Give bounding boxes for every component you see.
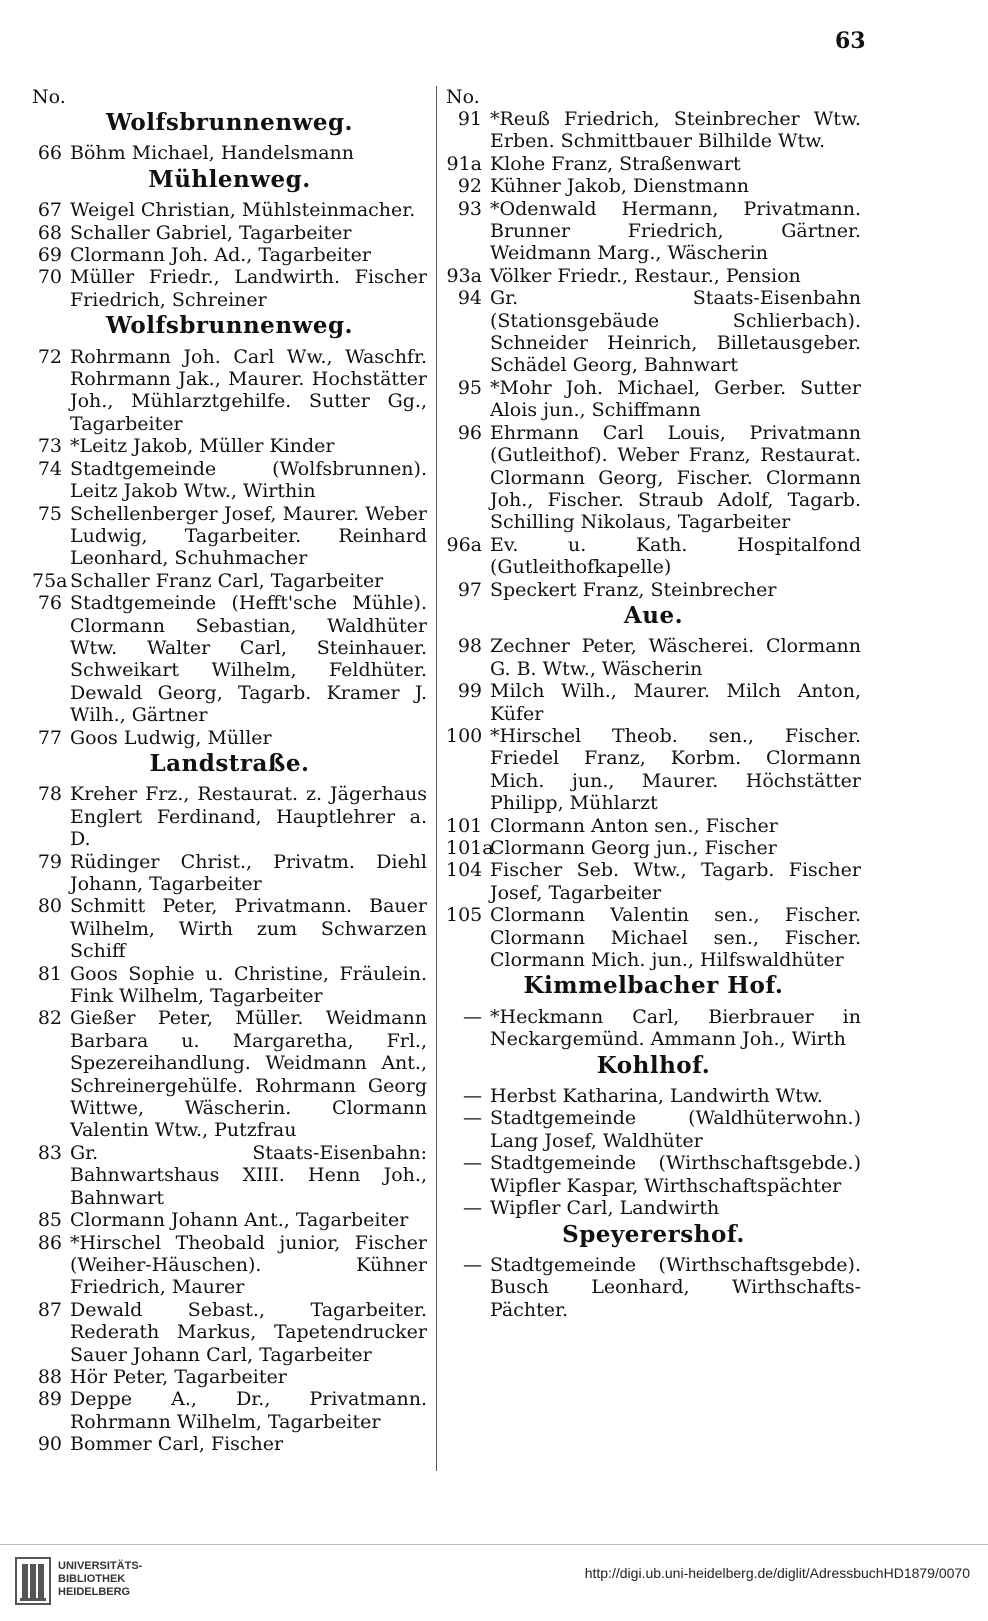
resident-text: *Hirschel Theobald junior, Fischer (Weiher-Häuschen). Kühner Friedrich, Maurer xyxy=(70,1231,427,1299)
house-number: — xyxy=(463,1253,482,1276)
directory-entry xyxy=(32,1433,427,1455)
resident-text: Schaller Gabriel, Tagarbeiter xyxy=(70,221,352,244)
resident-text: Clormann Joh. Ad., Tagarbeiter xyxy=(70,244,371,267)
resident-text: Gr. Staats-Eisenbahn (Stationsgebäude Schlierbach). Schneider Heinrich, Billetausgeber. Schädel Georg, Bahnwart xyxy=(490,287,861,377)
directory-entry xyxy=(32,851,427,896)
directory-entry xyxy=(446,680,861,725)
resident-text: Rohrmann Joh. Carl Ww., Waschfr. Rohrmann Jak., Maurer. Hochstätter Joh., Mühlarztgehilfe. Sutter Gg., Tagarbeiter xyxy=(70,345,427,435)
footer-rule xyxy=(0,1544,988,1545)
house-number: 69 xyxy=(37,244,62,267)
house-number: 94 xyxy=(457,287,482,310)
house-number: 66 xyxy=(37,142,62,165)
resident-text: Fischer Seb. Wtw., Tagarb. Fischer Josef, Tagarbeiter xyxy=(490,859,861,904)
directory-entry xyxy=(446,534,861,579)
house-number: 93 xyxy=(457,197,482,220)
resident-text: Bommer Carl, Fischer xyxy=(70,1433,284,1456)
house-number: 67 xyxy=(37,199,62,222)
directory-entry xyxy=(32,1388,427,1433)
directory-entry xyxy=(446,725,861,815)
resident-text: Deppe A., Dr., Privatmann. Rohrmann Wilhelm, Tagarbeiter xyxy=(70,1388,427,1433)
resident-text: *Hirschel Theob. sen., Fischer. Friedel Franz, Korbm. Clormann Mich. jun., Maurer. Höchstätter Philipp, Mühlarzt xyxy=(490,724,861,815)
house-number: 91a xyxy=(446,152,482,175)
library-name xyxy=(58,1560,142,1599)
directory-entry xyxy=(32,592,427,726)
directory-entry xyxy=(446,1197,861,1219)
section-heading: Wolfsbrunnenweg. xyxy=(105,109,354,136)
section-heading: Kimmelbacher Hof. xyxy=(523,972,784,1000)
section-heading: Kohlhof. xyxy=(596,1051,711,1079)
directory-entry xyxy=(32,1007,427,1141)
house-number: 86 xyxy=(37,1231,62,1254)
directory-entry xyxy=(32,895,427,962)
house-number: 101 xyxy=(446,814,483,837)
house-number: — xyxy=(463,1005,482,1028)
section-heading: Speyerershof. xyxy=(562,1220,745,1248)
directory-entry xyxy=(446,1254,861,1321)
resident-text: Weigel Christian, Mühlsteinmacher. xyxy=(70,199,416,222)
house-number: 73 xyxy=(37,435,62,458)
resident-text: Herbst Katharina, Landwirth Wtw. xyxy=(490,1085,823,1108)
resident-text: Goos Ludwig, Müller xyxy=(70,726,272,749)
directory-entry xyxy=(446,1107,861,1152)
directory-entry xyxy=(32,266,427,311)
house-number: 83 xyxy=(37,1141,62,1164)
house-number: — xyxy=(463,1107,482,1130)
house-number: 72 xyxy=(37,345,62,368)
resident-text: Stadtgemeinde (Wolfsbrunnen). Leitz Jakob Wtw., Wirthin xyxy=(70,457,427,503)
house-number: 81 xyxy=(37,962,62,985)
house-number: 68 xyxy=(37,221,62,244)
directory-entry xyxy=(446,377,861,422)
directory-entry xyxy=(32,727,427,749)
right-column xyxy=(446,86,861,1321)
house-number: 96a xyxy=(446,533,482,556)
section-heading: Aue. xyxy=(623,601,684,629)
resident-text: Schmitt Peter, Privatmann. Bauer Wilhelm, Wirth zum Schwarzen Schiff xyxy=(70,895,427,963)
directory-entry xyxy=(32,1299,427,1366)
resident-text: *Heckmann Carl, Bierbrauer in Neckargemünd. Ammann Joh., Wirth xyxy=(490,1005,861,1051)
house-number: 105 xyxy=(446,904,483,927)
column-divider xyxy=(436,86,437,1471)
resident-text: Clormann Anton sen., Fischer xyxy=(490,814,778,837)
library-logo-icon[interactable] xyxy=(14,1556,52,1606)
resident-text: Stadtgemeinde (Waldhüterwohn.) Lang Josef, Waldhüter xyxy=(490,1107,861,1152)
resident-text: Goos Sophie u. Christine, Fräulein. Fink Wilhelm, Tagarbeiter xyxy=(70,962,427,1008)
house-number: 99 xyxy=(457,680,482,703)
resident-text: Stadtgemeinde (Wirthschaftsgebde). Busch Leonhard, Wirthschafts-Pächter. xyxy=(490,1253,861,1321)
directory-entry xyxy=(446,198,861,265)
resident-text: Ev. u. Kath. Hospitalfond (Gutleithofkapelle) xyxy=(490,533,861,579)
directory-entry xyxy=(446,1006,861,1051)
no-label-left: No. xyxy=(32,86,66,108)
directory-entry xyxy=(32,570,427,592)
directory-entry xyxy=(32,1209,427,1231)
house-number: 101a xyxy=(446,837,494,859)
directory-entry xyxy=(446,1085,861,1107)
resident-text: Schellenberger Josef, Maurer. Weber Ludwig, Tagarbeiter. Reinhard Leonhard, Schuhmacher xyxy=(70,502,427,570)
directory-entry xyxy=(446,859,861,904)
resident-text: *Odenwald Hermann, Privatmann. Brunner Friedrich, Gärtner. Weidmann Marg., Wäscherin xyxy=(490,197,861,265)
house-number: 80 xyxy=(37,895,62,918)
directory-entry xyxy=(32,199,427,221)
directory-entry xyxy=(446,904,861,971)
library-name-line: UNIVERSITÄTS- xyxy=(58,1560,143,1572)
resident-text: Stadtgemeinde (Hefft'sche Mühle). Clormann Sebastian, Waldhüter Wtw. Walter Carl, Steinhauer. Schweikart Wilhelm, Feldhüter. Dewald Georg, Tagarb. Kramer J. Wilh., Gärtner xyxy=(70,592,427,727)
resident-text: Milch Wilh., Maurer. Milch Anton, Küfer xyxy=(490,680,861,725)
house-number: — xyxy=(463,1152,482,1175)
house-number: 100 xyxy=(446,724,483,747)
section-heading: Wolfsbrunnenweg. xyxy=(105,312,354,340)
source-url-link[interactable]: http://digi.ub.uni-heidelberg.de/diglit/AdressbuchHD1879/0070 xyxy=(584,1565,970,1581)
directory-entry xyxy=(446,287,861,377)
resident-text: Kreher Frz., Restaurat. z. Jägerhaus Englert Ferdinand, Hauptlehrer a. D. xyxy=(70,783,427,851)
directory-entry xyxy=(32,346,427,436)
resident-text: Schaller Franz Carl, Tagarbeiter xyxy=(70,569,384,592)
directory-entry xyxy=(32,783,427,850)
directory-entry xyxy=(446,1152,861,1197)
left-column xyxy=(32,86,427,1456)
resident-text: Clormann Valentin sen., Fischer. Clormann Michael sen., Fischer. Clormann Mich. jun., Hilfswaldhüter xyxy=(490,904,861,972)
directory-entry xyxy=(32,244,427,266)
house-number: 76 xyxy=(37,592,62,615)
house-number: 91 xyxy=(457,108,482,130)
directory-entry xyxy=(32,458,427,503)
resident-text: Wipfler Carl, Landwirth xyxy=(490,1197,720,1220)
section-heading: Landstraße. xyxy=(149,749,310,777)
directory-entry xyxy=(32,503,427,570)
resident-text: Zechner Peter, Wäscherei. Clormann G. B. Wtw., Wäscherin xyxy=(490,635,861,680)
house-number: 104 xyxy=(446,859,483,882)
directory-entry xyxy=(446,837,861,859)
house-number: 95 xyxy=(457,376,482,399)
house-number: — xyxy=(463,1085,482,1108)
house-number: 92 xyxy=(457,175,482,198)
resident-text: *Mohr Joh. Michael, Gerber. Sutter Alois jun., Schiffmann xyxy=(490,376,861,422)
no-label-right: No. xyxy=(446,86,480,108)
resident-text: *Reuß Friedrich, Steinbrecher Wtw. Erben. Schmittbauer Bilhilde Wtw. xyxy=(490,108,861,153)
resident-text: Müller Friedr., Landwirth. Fischer Friedrich, Schreiner xyxy=(70,266,427,311)
directory-entry xyxy=(446,579,861,601)
directory-entry xyxy=(32,1366,427,1388)
directory-entry xyxy=(446,422,861,534)
house-number: 77 xyxy=(37,726,62,749)
house-number: 82 xyxy=(37,1007,62,1030)
resident-text: Hör Peter, Tagarbeiter xyxy=(70,1365,287,1388)
directory-entry xyxy=(446,635,861,680)
resident-text: Clormann Johann Ant., Tagarbeiter xyxy=(70,1209,409,1232)
directory-entry xyxy=(32,435,427,457)
resident-text: Ehrmann Carl Louis, Privatmann (Gutleithof). Weber Franz, Restaurat. Clormann Georg, Fischer. Clormann Joh., Fischer. Straub Adolf, Tagarb. Schilling Nikolaus, Tagarbeiter xyxy=(490,421,861,534)
directory-entry xyxy=(32,1232,427,1299)
directory-entry xyxy=(32,963,427,1008)
directory-entry xyxy=(446,815,861,837)
page-number: 63 xyxy=(835,28,866,54)
house-number: 89 xyxy=(37,1388,62,1411)
house-number: 93a xyxy=(446,264,482,287)
resident-text: *Leitz Jakob, Müller Kinder xyxy=(70,435,335,458)
resident-text: Clormann Georg jun., Fischer xyxy=(490,837,777,859)
directory-entry xyxy=(32,222,427,244)
house-number: 96 xyxy=(457,421,482,444)
resident-text: Gr. Staats-Eisenbahn: Bahnwartshaus XIII. Henn Joh., Bahnwart xyxy=(70,1141,427,1209)
directory-entry xyxy=(446,265,861,287)
directory-entry xyxy=(32,142,427,164)
house-number: 88 xyxy=(37,1365,62,1388)
resident-text: Speckert Franz, Steinbrecher xyxy=(490,578,777,601)
house-number: 74 xyxy=(37,457,62,480)
resident-text: Dewald Sebast., Tagarbeiter. Rederath Markus, Tapetendrucker Sauer Johann Carl, Tagarbeiter xyxy=(70,1298,427,1366)
house-number: 70 xyxy=(37,266,62,289)
house-number: 87 xyxy=(37,1298,62,1321)
house-number: 98 xyxy=(457,635,482,658)
directory-entry xyxy=(32,1142,427,1209)
resident-text: Klohe Franz, Straßenwart xyxy=(490,152,741,175)
resident-text: Stadtgemeinde (Wirthschaftsgebde.) Wipfler Kaspar, Wirthschaftspächter xyxy=(490,1152,861,1197)
library-name-line: BIBLIOTHEK xyxy=(58,1573,126,1585)
resident-text: Böhm Michael, Handelsmann xyxy=(70,142,355,165)
house-number: 97 xyxy=(457,578,482,601)
directory-entry xyxy=(446,175,861,197)
resident-text: Kühner Jakob, Dienstmann xyxy=(490,175,749,198)
directory-entry xyxy=(446,108,861,153)
house-number: 75 xyxy=(37,502,62,525)
house-number: 90 xyxy=(37,1433,62,1456)
resident-text: Völker Friedr., Restaur., Pension xyxy=(490,264,801,287)
resident-text: Rüdinger Christ., Privatm. Diehl Johann, Tagarbeiter xyxy=(70,850,427,895)
section-heading: Mühlenweg. xyxy=(148,165,311,193)
house-number: 75a xyxy=(32,569,68,592)
library-name-line: HEIDELBERG xyxy=(58,1586,131,1598)
directory-entry xyxy=(446,153,861,175)
house-number: — xyxy=(463,1197,482,1220)
house-number: 78 xyxy=(37,783,62,806)
house-number: 79 xyxy=(37,850,62,873)
house-number: 85 xyxy=(37,1209,62,1232)
resident-text: Gießer Peter, Müller. Weidmann Barbara u. Margaretha, Frl., Spezereihandlung. Weidmann Ant., Schreinergehülfe. Rohrmann Georg Wittwe, Wäscherin. Clormann Valentin Wtw., Putzfrau xyxy=(70,1007,427,1142)
